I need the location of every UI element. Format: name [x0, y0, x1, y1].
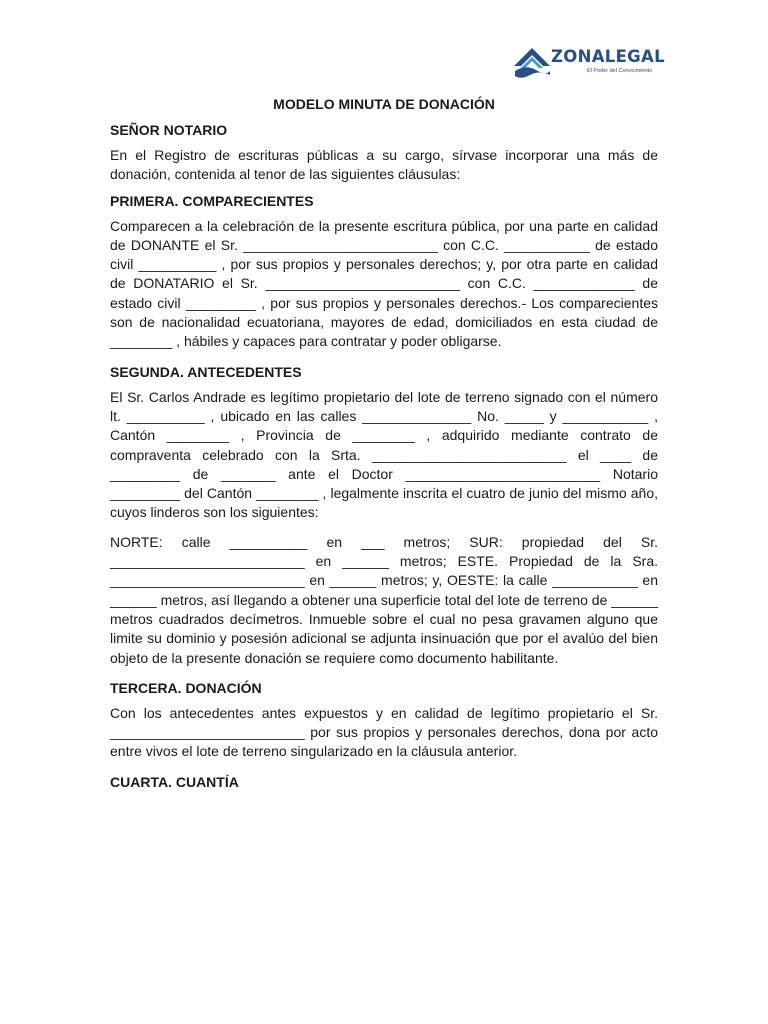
logo-name: ZONALEGAL [551, 47, 665, 66]
section-heading-cuarta: CUARTA. CUANTÍA [110, 773, 239, 790]
section-segunda-paragraph-1: El Sr. Carlos Andrade es legítimo propietario del lote de terreno signado con el número lt. __________ , ubicado en las calles ______________ No. _____ y ___________ , Cantón ________ , Provincia de ________ , adquirido mediante contrato de compraventa celebrado con la Srta. _________________________ el ____ de _________ de _______ ante el Doctor _________________________ Notario _________ del Cantón ________ , legalmente inscrita el cuatro de junio del mismo año, cuyos linderos son los siguientes: [110, 388, 658, 521]
section-primera-paragraph: Comparecen a la celebración de la presente escritura pública, por una parte en calidad de DONANTE el Sr. _________________________ con C.C. ___________ de estado civil __________ , por sus propios y personales derechos; y, por otra parte en calidad de DONATARIO el Sr. _________________________ con C.C. _____________ de estado civil _________ , por sus propios y personales derechos.- Los comparecientes son de nacionalidad ecuatoriana, mayores de edad, domiciliados en esta ciudad de ________ , hábiles y capaces para contratar y poder obligarse. [110, 217, 658, 350]
zonalegal-logo-icon [512, 44, 552, 80]
document-title: MODELO MINUTA DE DONACIÓN [273, 96, 495, 112]
logo-tagline: El Poder del Conocimiento [587, 68, 653, 74]
salutation: SEÑOR NOTARIO [110, 122, 228, 138]
section-heading-tercera: TERCERA. DONACIÓN [110, 679, 262, 696]
intro-paragraph: En el Registro de escrituras públicas a su cargo, sírvase incorporar una más de donación, contenida al tenor de las siguientes cláusulas: [110, 147, 658, 183]
section-heading-segunda: SEGUNDA. ANTECEDENTES [110, 363, 302, 380]
section-heading-primera: PRIMERA. COMPARECIENTES [110, 192, 314, 209]
section-segunda-paragraph-2: NORTE: calle __________ en ___ metros; SUR: propiedad del Sr. _________________________ en ______ metros; ESTE. Propiedad de la Sra. _________________________ en ______ metros; y, OESTE: la calle ___________ en ______ metros, así llegando a obtener una superficie total del lote de terreno de ______ metros cuadrados decímetros. Inmueble sobre el cual no pesa gravamen alguno que limite su dominio y posesión adicional se adjunta insinuación que por el avalúo del bien objeto de la presente donación se requiere como documento habilitante. [110, 533, 658, 666]
zonalegal-logo [512, 44, 665, 80]
document-body [110, 94, 658, 798]
section-tercera-paragraph: Con los antecedentes antes expuestos y en calidad de legítimo propietario el Sr. _________________________ por sus propios y personales derechos, dona por acto entre vivos el lote de terreno singularizado en la cláusula anterior. [110, 704, 658, 760]
